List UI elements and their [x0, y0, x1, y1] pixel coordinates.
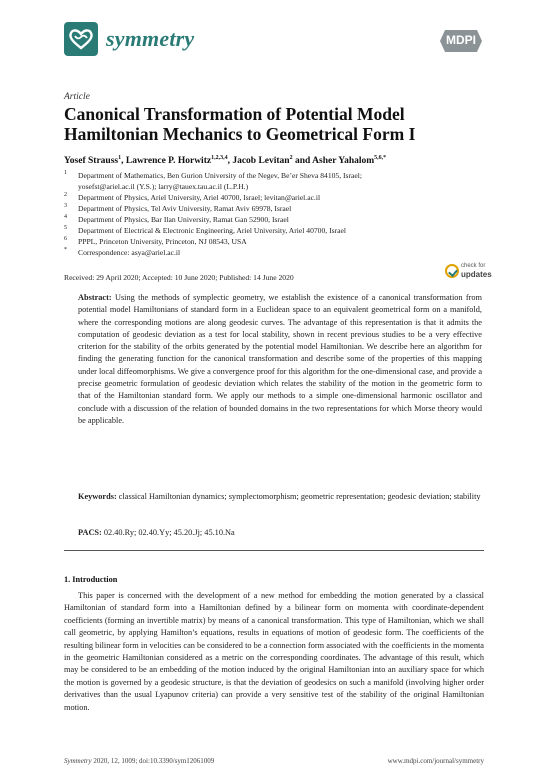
- keywords: [78, 491, 482, 503]
- abstract-text: Using the methods of symplectic geometry, we establish the existence of a canonical transformation from potential model Hamiltonians of standard form in a Euclidean space to an equivalent geometrical form on a manifold, where the corresponding motions are along geodesic curves. The advantage of this representation is that it admits the computation of geodesic deviation as a test for local stability, shown in recent previous studies to be a very effective criterion for the stability of the orbits generated by the potential model Hamiltonian. We describe here an algorithm for finding the generating function for the canonical transformation and describe some of the properties of this mapping under local diffeomorphisms. We give a convergence proof for this algorithm for the one-dimensional case, and provide a precise geometric formulation of geodesic deviation which relates the stability of the motion in the geometric form to that of the Hamiltonian standard form. We apply our methods to a simple one-dimensional harmonic oscillator and conclude with a discussion of the relation of bounded domains in the two representations for which Morse theory would be applicable.: [78, 293, 483, 425]
- author-name: Yosef Strauss: [64, 156, 119, 167]
- affiliation-text[interactable]: yosefst@ariel.ac.il (Y.S.); larry@tauex.tau.ac.il (L.P.H.): [78, 182, 249, 191]
- section-divider: [64, 550, 484, 551]
- affiliation-item: [64, 203, 494, 214]
- affiliation-number: *: [64, 247, 67, 253]
- affiliation-list: [64, 170, 494, 258]
- pacs-text: 02.40.Ry; 02.40.Yy; 45.20.Jj; 45.10.Na: [103, 528, 235, 537]
- affiliation-item: [64, 236, 494, 247]
- author-separator: ,: [121, 156, 126, 167]
- affiliation-number: 1: [64, 170, 67, 176]
- affiliation-text: Department of Electrical & Electronic Engineering, Ariel University, Ariel 40700, Israel: [78, 226, 346, 235]
- pacs-codes: [78, 528, 482, 537]
- affiliation-item: [64, 170, 494, 181]
- author-name: Asher Yahalom: [312, 156, 375, 167]
- author-name: Jacob Levitan: [232, 156, 290, 167]
- article-type-label: Article: [64, 92, 90, 102]
- check-for-label: check for: [461, 263, 486, 269]
- affiliation-item: [64, 225, 494, 236]
- affiliation-number: 5: [64, 225, 67, 231]
- affiliation-item: [64, 192, 494, 203]
- footer-url[interactable]: www.mdpi.com/journal/symmetry: [387, 757, 484, 765]
- abstract-label: Abstract:: [78, 293, 112, 302]
- journal-header: [64, 22, 484, 62]
- check-for-updates-icon: [445, 264, 459, 278]
- correspondence-item: [64, 247, 494, 258]
- author-affil-sup: 2: [289, 155, 293, 161]
- publication-dates: Received: 29 April 2020; Accepted: 10 June 2020; Published: 14 June 2020: [64, 273, 294, 282]
- author-affil-sup: 1,2,3,4: [211, 155, 228, 161]
- abstract: [78, 292, 482, 427]
- affiliation-text: Department of Physics, Tel Aviv University, Ramat Aviv 69978, Israel: [78, 204, 292, 213]
- symmetry-logo-icon: [64, 22, 98, 56]
- author-list: [64, 155, 494, 166]
- author-affil-sup: 1: [118, 155, 122, 161]
- author-name: Lawrence P. Horwitz: [125, 156, 212, 167]
- mdpi-logo-icon[interactable]: [440, 30, 482, 52]
- keywords-text: classical Hamiltonian dynamics; symplectomorphism; geometric representation; geodesic deviation; stability: [118, 492, 481, 501]
- mdpi-logo-text: MDPI: [446, 33, 476, 47]
- affiliation-number: 4: [64, 214, 67, 220]
- affiliation-text: Department of Physics, Ariel University, Ariel 40700, Israel; levitan@ariel.ac.il: [78, 193, 321, 202]
- affiliation-item: [64, 214, 494, 225]
- affiliation-number: 6: [64, 236, 67, 242]
- affiliation-item: [64, 181, 494, 192]
- section-heading: 1. Introduction: [64, 575, 118, 584]
- keywords-label: Keywords:: [78, 492, 117, 501]
- affiliation-number: 2: [64, 192, 67, 198]
- correspondence-text[interactable]: Correspondence: asya@ariel.ac.il: [78, 248, 181, 257]
- author-affil-sup: 5,6,*: [374, 155, 387, 161]
- author-separator: ,: [227, 156, 233, 167]
- footer-citation: [64, 757, 214, 765]
- affiliation-text: PPPL, Princeton University, Princeton, NJ 08543, USA: [78, 237, 247, 246]
- pacs-label: PACS:: [78, 528, 102, 537]
- check-for-updates-badge[interactable]: [445, 262, 495, 282]
- intro-paragraph: This paper is concerned with the development of a new method for embedding the motion generated by a classical Hamiltonian of standard form into a Hamiltonian defined by a bilinear form on momenta with coordinate-dependent coefficients (forming an invertible matrix) by means of a canonical transformation. This type of Hamiltonian, which we shall call geometric, by applying Hamilton’s equations, results in equations of motion of geodesic form. The coefficients of the resulting bilinear form in velocities can be considered to be a connection form associated with the coefficients in the momenta in the geometric Hamiltonian considered as a metric on the corresponding coordinates. The advantage of this result, which may be considered to be an embedding of the motion induced by the original Hamiltonian into an auxiliary space for which the motion is governed by a geodesic structure, is that the deviation of geodesics on such a manifold (involving higher order derivatives than the usual Lyapunov criteria) can provide a very sensitive test of the stability of the original Hamiltonian motion.: [64, 591, 484, 712]
- paper-title: Canonical Transformation of Potential Model Hamiltonian Mechanics to Geometrical Form I: [64, 104, 416, 144]
- affiliation-number: 3: [64, 203, 67, 209]
- updates-label: updates: [461, 270, 492, 279]
- footer-journal: Symmetry: [64, 757, 92, 765]
- journal-name[interactable]: symmetry: [106, 26, 195, 51]
- author-separator: and: [292, 156, 313, 167]
- footer-citation-text: 2020, 12, 1009; doi:10.3390/sym12061009: [91, 757, 215, 765]
- affiliation-text: Department of Mathematics, Ben Gurion University of the Negev, Be’er Sheva 84105, Israel;: [78, 171, 362, 180]
- affiliation-text: Department of Physics, Bar Ilan University, Ramat Gan 52900, Israel: [78, 215, 289, 224]
